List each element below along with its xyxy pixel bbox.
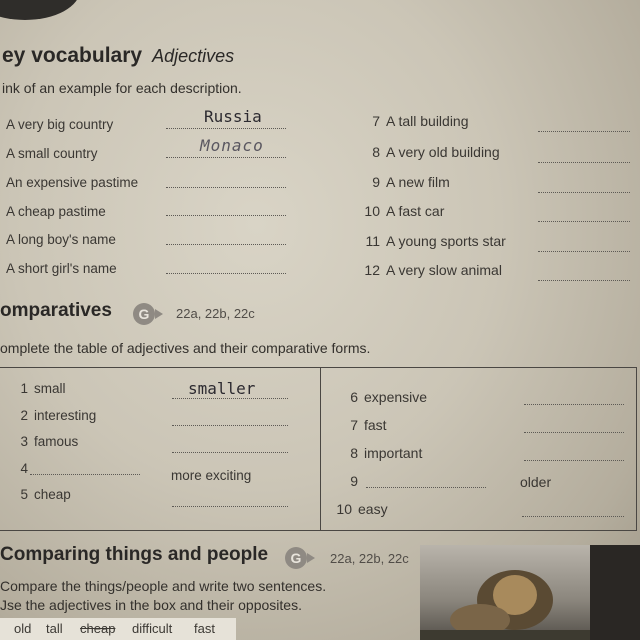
section3-instruction-2: Jse the adjectives in the box and their opposites.	[0, 597, 302, 613]
vocab-item-4: A cheap pastime	[6, 204, 106, 219]
section-title-vocabulary: ey vocabulary Adjectives	[2, 44, 235, 67]
table-row-1: 1 small	[20, 381, 66, 396]
adjective-line-4[interactable]	[30, 474, 140, 475]
vocab-item-9: 9 A new film	[372, 174, 450, 190]
table-row-7: 7 fast	[350, 417, 387, 433]
lion-illustration	[420, 545, 590, 640]
table-row-5: 5 cheap	[20, 487, 71, 502]
comparative-line-10[interactable]	[522, 516, 624, 517]
table-row-6: 6 expensive	[350, 389, 428, 405]
answer-line-6[interactable]	[166, 273, 286, 274]
comparative-line-7[interactable]	[524, 432, 624, 433]
section2-instruction: omplete the table of adjectives and their comparative forms.	[0, 340, 371, 356]
comparative-line-8[interactable]	[524, 460, 624, 461]
vocab-item-8: 8 A very old building	[372, 144, 500, 160]
vocab-item-6: A short girl's name	[6, 261, 117, 276]
vocab-item-12: 12 A very slow animal	[364, 262, 502, 278]
word-box	[0, 618, 236, 640]
handwritten-comparative-1: smaller	[188, 379, 256, 398]
comparative-line-6[interactable]	[524, 404, 624, 405]
word-cheap: cheap	[80, 621, 116, 636]
answer-line-10[interactable]	[538, 221, 630, 222]
table-row-10: 10 easy	[336, 501, 388, 517]
word-difficult: difficult	[132, 621, 173, 636]
table-row-9: 9	[350, 473, 358, 489]
arrow-right-icon	[155, 309, 163, 319]
answer-line-4[interactable]	[166, 215, 286, 216]
vocab-item-3: An expensive pastime	[6, 175, 139, 190]
page-gutter	[590, 545, 640, 640]
grammar-refs-2: 22a, 22b, 22c	[330, 551, 409, 566]
thumb-shadow	[0, 0, 80, 20]
answer-line-9[interactable]	[538, 192, 630, 193]
grammar-refs: 22a, 22b, 22c	[176, 306, 255, 321]
answer-line-1[interactable]	[166, 128, 286, 129]
comparative-line-5[interactable]	[172, 506, 288, 507]
section-title-comparatives: omparatives	[0, 300, 112, 321]
lion-photo	[420, 545, 590, 640]
section3-instruction-1: Compare the things/people and write two sentences.	[0, 578, 327, 594]
comparatives-table	[0, 367, 637, 531]
answer-line-2[interactable]	[166, 157, 286, 158]
vocab-item-1: A very big country	[6, 117, 114, 132]
table-row-4: 4	[20, 461, 28, 476]
comparative-line-1[interactable]	[172, 398, 288, 399]
answer-line-3[interactable]	[166, 187, 286, 188]
grammar-reference-badge: G	[133, 303, 155, 325]
word-old: old	[14, 621, 32, 636]
section1-instruction: ink of an example for each description.	[2, 80, 242, 96]
arrow-right-icon	[307, 553, 315, 563]
table-row-3: 3 famous	[20, 434, 79, 449]
answer-line-5[interactable]	[166, 244, 286, 245]
handwritten-answer-2: Monaco	[200, 136, 264, 155]
vocab-item-7: 7 A tall building	[372, 113, 469, 129]
given-comparative-9: older	[520, 474, 552, 490]
answer-line-11[interactable]	[538, 251, 630, 252]
comparative-line-2[interactable]	[172, 425, 288, 426]
given-comparative-4: more exciting	[171, 468, 252, 483]
answer-line-12[interactable]	[538, 280, 630, 281]
grammar-reference-badge-2: G	[285, 547, 307, 569]
section-title-comparing: Comparing things and people	[0, 544, 269, 565]
vocab-item-5: A long boy's name	[6, 232, 116, 247]
table-row-2: 2 interesting	[20, 408, 97, 423]
answer-line-8[interactable]	[538, 162, 630, 163]
vocab-item-10: 10 A fast car	[364, 203, 445, 219]
section-subtitle: Adjectives	[152, 46, 235, 66]
adjective-line-9[interactable]	[366, 487, 486, 488]
answer-line-7[interactable]	[538, 131, 630, 132]
word-fast: fast	[194, 621, 215, 636]
vocab-item-11: 11 A young sports star	[365, 233, 506, 249]
word-tall: tall	[46, 621, 63, 636]
handwritten-answer-1: Russia	[204, 107, 262, 126]
table-divider	[320, 367, 321, 530]
comparative-line-3[interactable]	[172, 452, 288, 453]
table-row-8: 8 important	[350, 445, 423, 461]
vocab-item-2: A small country	[6, 146, 98, 161]
